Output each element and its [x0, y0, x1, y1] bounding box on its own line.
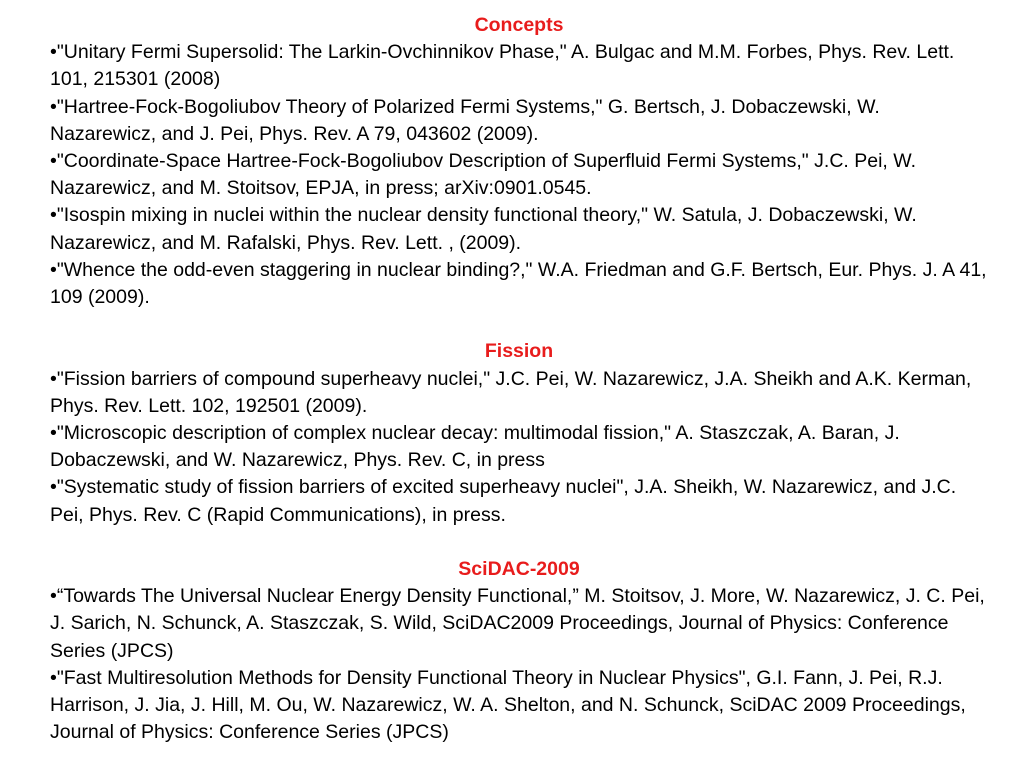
section-scidac-2009 [50, 556, 990, 746]
reference-item: •"Hartree-Fock-Bogoliubov Theory of Polarized Fermi Systems," G. Bertsch, J. Dobaczewski, W. Nazarewicz, and J. Pei, Phys. Rev. A 79, 043602 (2009). [50, 95, 880, 145]
reference-item: •"Fast Multiresolution Methods for Density Functional Theory in Nuclear Physics", G.I. Fann, J. Pei, R.J. Harrison, J. Jia, J. Hill, M. Ou, W. Nazarewicz, W. A. Shelton, and N. Schunck, SciDAC 2009 Proceedings, Journal of Physics: Conference Series (JPCS) [50, 666, 966, 744]
section-concepts [50, 12, 990, 311]
reference-list-concepts [50, 39, 990, 311]
reference-item: •"Microscopic description of complex nuclear decay: multimodal fission," A. Staszczak, A. Baran, J. Dobaczewski, and W. Nazarewicz, Phys. Rev. C, in press [50, 422, 900, 472]
section-heading-scidac-2009: SciDAC-2009 [458, 558, 580, 581]
section-heading-fission: Fission [484, 340, 554, 363]
reference-item: •"Fission barriers of compound superheavy nuclei," J.C. Pei, W. Nazarewicz, J.A. Sheikh and A.K. Kerman, Phys. Rev. Lett. 102, 192501 (2009). [50, 367, 972, 417]
section-spacer [50, 311, 990, 338]
section-heading-concepts: Concepts [474, 14, 564, 36]
reference-list-fission [50, 366, 990, 529]
reference-item: •"Isospin mixing in nuclei within the nuclear density functional theory," W. Satula, J. Dobaczewski, W. Nazarewicz, and M. Rafalski, Phys. Rev. Lett. , (2009). [50, 204, 917, 254]
reference-item: •"Unitary Fermi Supersolid: The Larkin-Ovchinnikov Phase," A. Bulgac and M.M. Forbes, Phys. Rev. Lett. 101, 215301 (2008) [50, 41, 955, 91]
reference-item: •"Systematic study of fission barriers of excited superheavy nuclei", J.A. Sheikh, W. Nazarewicz, and J.C. Pei, Phys. Rev. C (Rapid Communications), in press. [50, 476, 957, 526]
reference-item: •"Whence the odd-even staggering in nuclear binding?," W.A. Friedman and G.F. Bertsch, Eur. Phys. J. A 41, 109 (2009). [50, 258, 987, 309]
reference-item: •"Coordinate-Space Hartree-Fock-Bogoliubov Description of Superfluid Fermi Systems," J.C. Pei, W. Nazarewicz, and M. Stoitsov, EPJA, in press; arXiv:0901.0545. [50, 150, 916, 200]
reference-item: •“Towards The Universal Nuclear Energy Density Functional,” M. Stoitsov, J. More, W. Nazarewicz, J. C. Pei, J. Sarich, N. Schunck, A. Staszczak, S. Wild, SciDAC2009 Proceedings, Journal of Physics: Conference Series (JPCS) [50, 585, 985, 662]
section-spacer [50, 529, 990, 556]
section-fission [50, 338, 990, 528]
slide-content [50, 12, 990, 746]
reference-list-scidac-2009 [50, 583, 990, 746]
